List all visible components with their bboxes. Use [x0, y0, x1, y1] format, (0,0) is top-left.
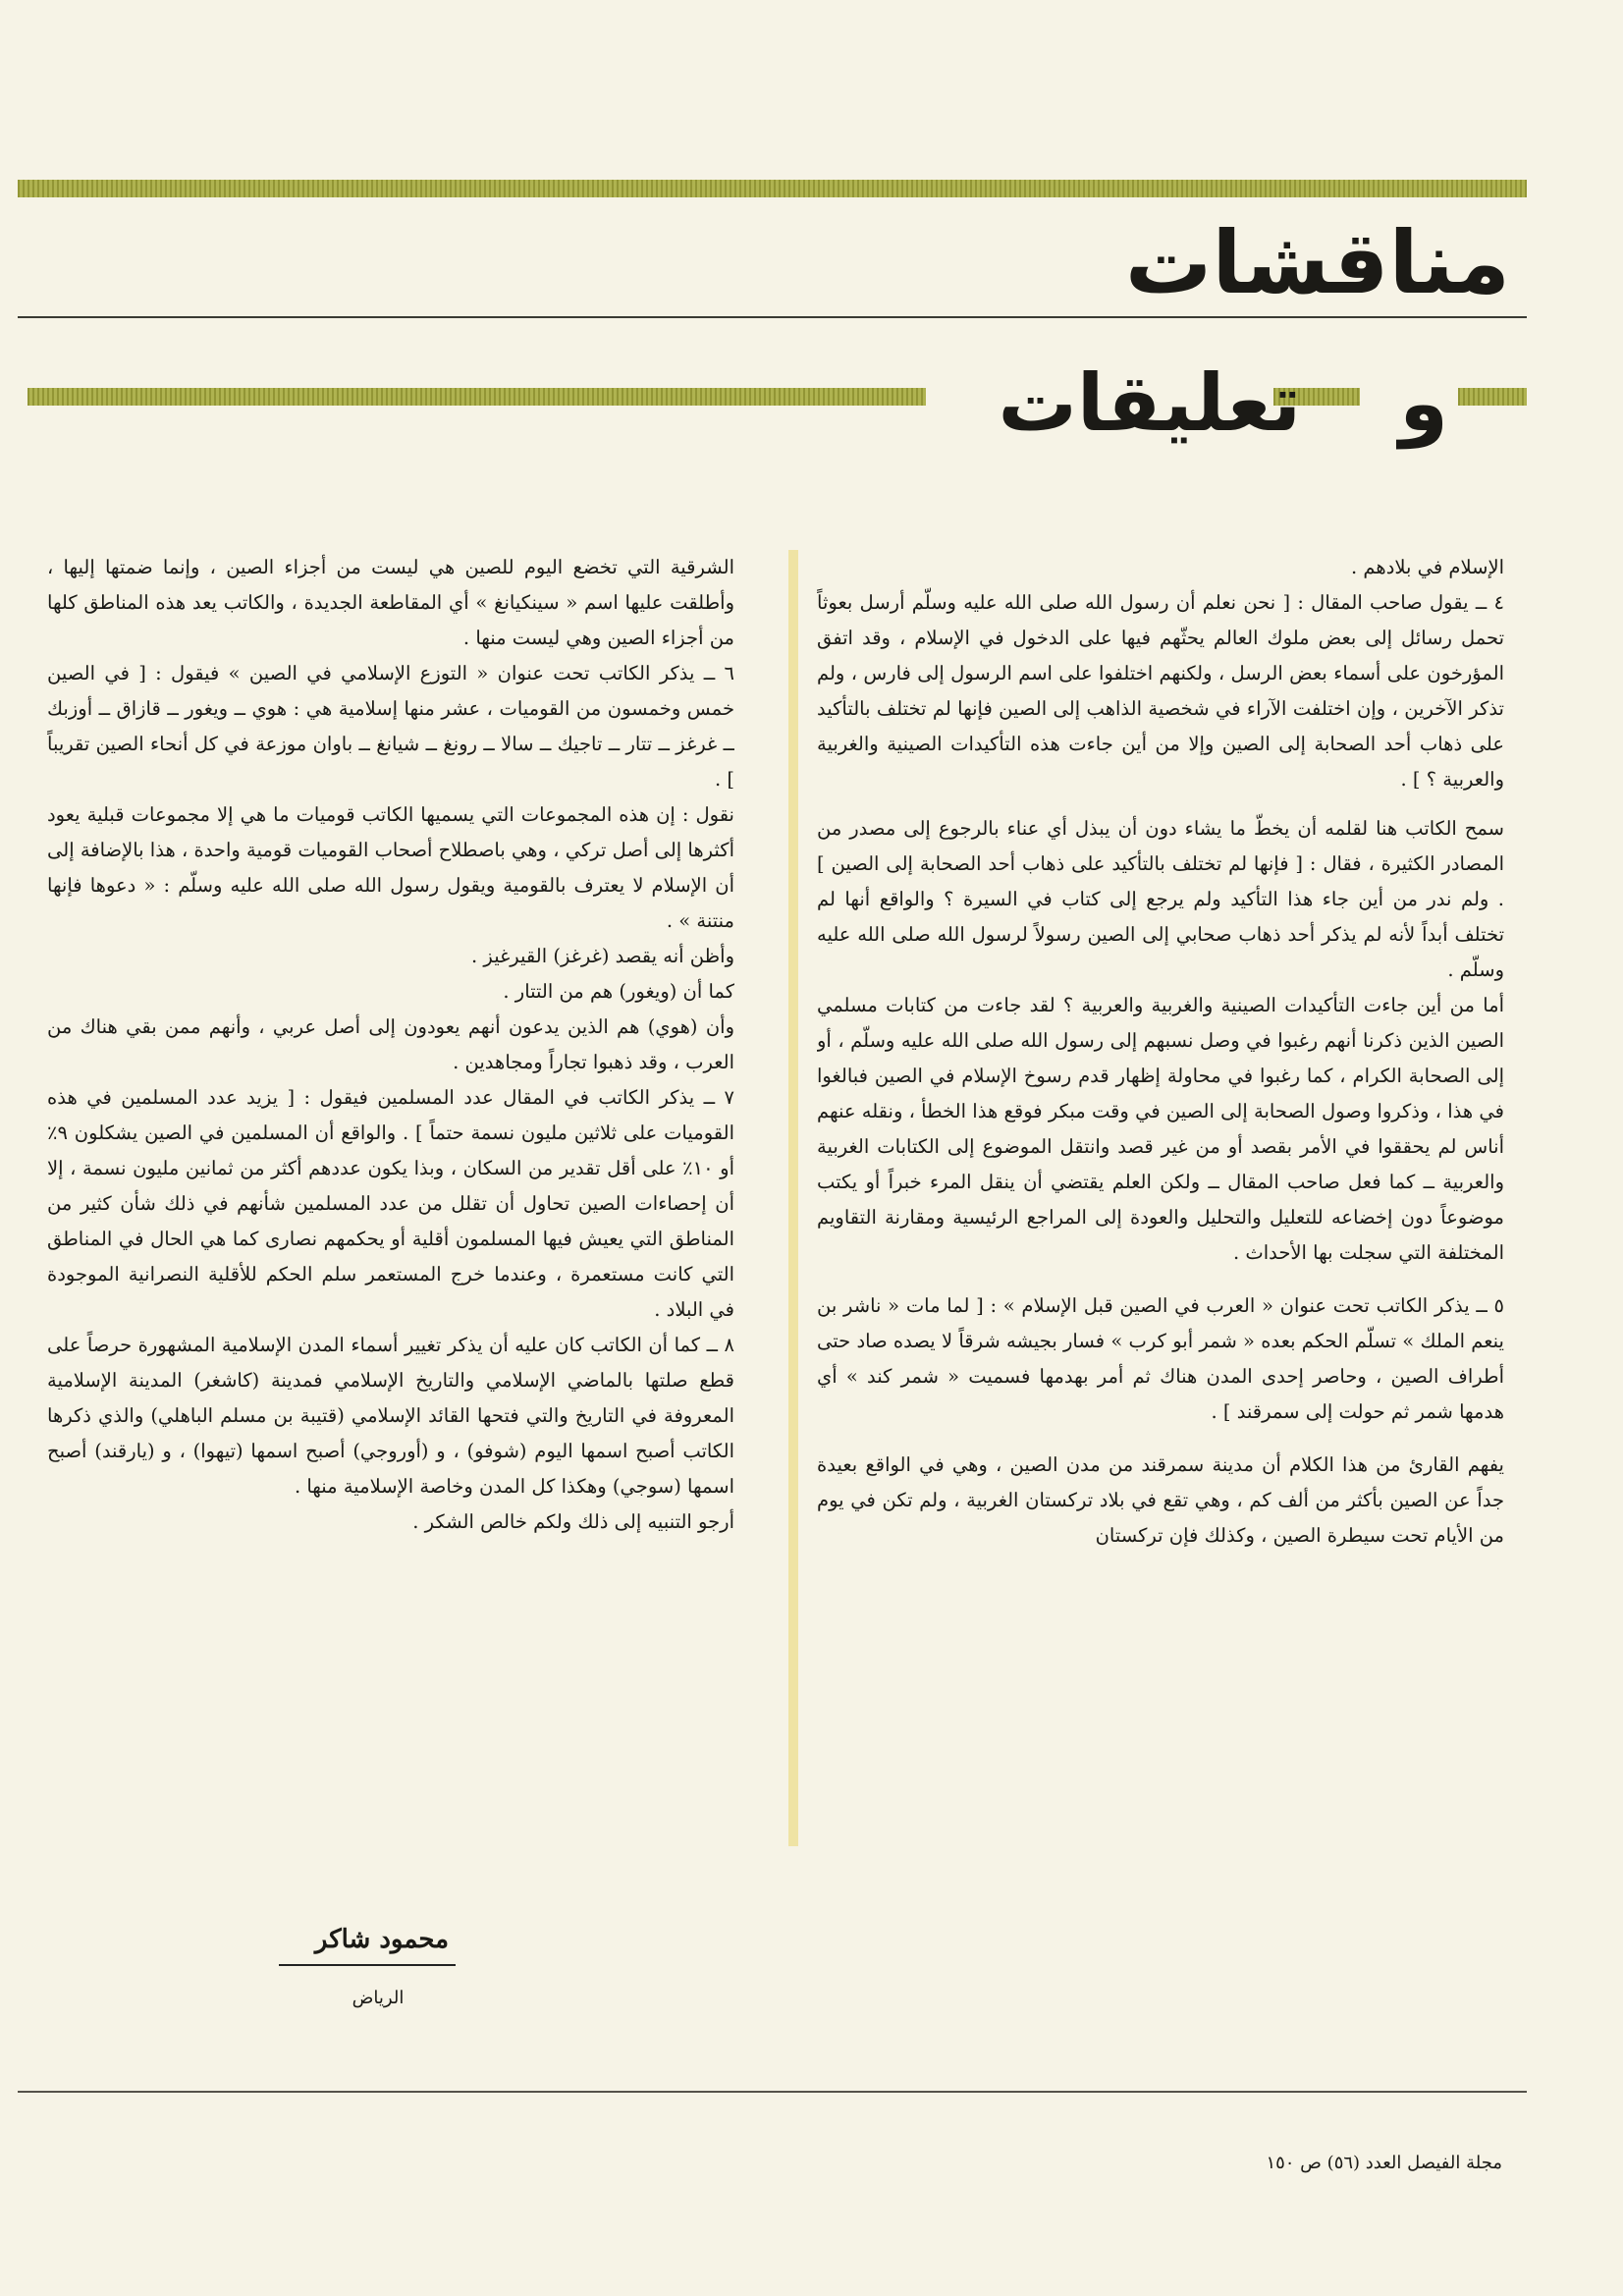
article-column-right — [817, 550, 1504, 1881]
paragraph: ٥ ــ يذكر الكاتب تحت عنوان « العرب في الصين قبل الإسلام » : [ لما مات « ناشر بن ينعم الملك » تسلّم الحكم بعده « شمر أبو كرب » فسار بجيشه شرقاً لا يصده صاد حتى أطراف الصين ، وحاصر إحدى المدن هناك ثم أمر بهدمها فسميت « شمر كند » أي هدمها شمر ثم حولت إلى سمرقند ] . — [817, 1294, 1504, 1423]
paragraph: ٧ ــ يذكر الكاتب في المقال عدد المسلمين فيقول : [ يزيد عدد المسلمين في هذه القوميات على ثلاثين مليون نسمة حتماً ] . والواقع أن المسلمين في الصين يشكلون ٩٪ أو ١٠٪ على أقل تقدير من السكان ، وبذا يكون عددهم أكثر من ثمانين مليون نسمة ، إلا أن إحصاءات الصين تحاول أن تقلل من عدد المسلمين شأنهم في ذلك شأن كثير من المناطق التي يعيش فيها المسلمون أقلية أو يحكمهم نصارى كما هي الحال في المناطق التي كانت مستعمرة ، وعندما خرج المستعمر سلم الحكم للأقلية النصرانية الموجودة في البلاد . — [47, 1086, 734, 1321]
paragraph: وأظن أنه يقصد (غرغز) القيرغيز . — [471, 945, 734, 967]
paragraph: سمح الكاتب هنا لقلمه أن يخطّ ما يشاء دون أن يبذل أي عناء بالرجوع إلى مصدر من المصادر الكثيرة ، فقال : [ فإنها لم تختلف بالتأكيد على ذهاب أحد الصحابة إلى الصين ] . ولم ندر من أين جاء هذا التأكيد ولم يرجع إلى كتاب في السيرة ؟ والواقع أنها لم تختلف أبداً لأنه لم يذكر أحد ذهاب صحابي إلى الصين رسولاً لرسول الله صلى الله عليه وسلّم . — [817, 817, 1504, 981]
author-signature: محمود شاكر — [314, 1925, 450, 1954]
paragraph: يفهم القارئ من هذا الكلام أن مدينة سمرقند من مدن الصين ، وهي في الواقع بعيدة جداً عن الصين بأكثر من ألف كم ، وهي تقع في بلاد تركستان الغربية ، ولم تكن في يوم من الأيام تحت سيطرة الصين ، وكذلك فإن تركستان — [817, 1453, 1504, 1547]
top-decorative-band — [18, 180, 1527, 197]
paragraph: الشرقية التي تخضع اليوم للصين هي ليست من أجزاء الصين ، وإنما ضمتها إليها ، وأطلقت عليها اسم « سينكيانغ » أي المقاطعة الجديدة ، والكاتب يعد هذه المناطق كلها من أجزاء الصين وهي ليست منها . — [47, 556, 734, 649]
section-title-conjunction: و — [1399, 357, 1448, 449]
author-location: الرياض — [352, 1988, 405, 2008]
paragraph: أما من أين جاءت التأكيدات الصينية والغربية والعربية ؟ لقد جاءت من كتابات مسلمي الصين الذين ذكرنا أنهم رغبوا في وصل نسبهم إلى رسول الله صلى الله عليه وسلّم ، أو إلى الصحابة الكرام ، كما رغبوا في محاولة إظهار قدم رسوخ الإسلام في الصين فبالغوا في هذا ، وذكروا وصول الصحابة إلى الصين في وقت مبكر فوقع هذا الخطأ ، ونقله عنهم أناس لم يحققوا في الأمر بقصد أو من غير قصد وانتقل الموضوع إلى الكتابات الغربية والعربية ــ كما فعل صاحب المقال ــ ولكن العلم يقتضي أن ينقل المرء خبراً أو يكتب موضوعاً دون إخضاعه للتعليل والتحليل والعودة إلى المراجع الرئيسية ومقارنة التقاويم المختلفة التي سجلت بها الأحداث . — [817, 994, 1504, 1264]
paragraph: أرجو التنبيه إلى ذلك ولكم خالص الشكر . — [412, 1510, 734, 1533]
lower-band-right — [1458, 388, 1527, 406]
paragraph: الإسلام في بلادهم . — [1351, 556, 1504, 578]
paragraph: ٦ ــ يذكر الكاتب تحت عنوان « التوزع الإسلامي في الصين » فيقول : [ في الصين خمس وخمسون من القوميات ، عشر منها إسلامية هي : هوي ــ ويغور ــ قازاق ــ أوزبك ــ غرغز ــ تتار ــ تاجيك ــ سالا ــ رونغ ــ شيانغ ــ باوان موزعة في كل أنحاء الصين تقريباً ] . — [47, 662, 734, 791]
signature-underline — [279, 1964, 456, 1966]
lower-band-left — [27, 388, 926, 406]
paragraph: ٨ ــ كما أن الكاتب كان عليه أن يذكر تغيير أسماء المدن الإسلامية المشهورة حرصاً على قطع صلتها بالماضي الإسلامي والتاريخ الإسلامي فمدينة (كاشغر) المدينة الإسلامية المعروفة في التاريخ والتي فتحها القائد الإسلامي (قتيبة بن مسلم الباهلي) والذي ذكرها الكاتب أصبح اسمها اليوم (شوفو) ، و (أوروجي) أصبح اسمها (تيهوا) ، و (يارقند) أصبح اسمها (سوجي) وهكذا كل المدن وخاصة الإسلامية منها . — [47, 1334, 734, 1498]
footer-rule — [18, 2091, 1527, 2093]
header-rule — [18, 316, 1527, 318]
column-divider — [788, 550, 798, 1846]
paragraph: كما أن (ويغور) هم من التتار . — [503, 980, 734, 1003]
paragraph: وأن (هوي) هم الذين يدعون أنهم يعودون إلى أصل عربي ، وأنهم ممن بقي هناك من العرب ، وقد ذهبوا تجاراً ومجاهدين . — [47, 1015, 734, 1073]
page-footer: مجلة الفيصل العدد (٥٦) ص ١٥٠ — [1266, 2153, 1502, 2173]
paragraph: ٤ ــ يقول صاحب المقال : [ نحن نعلم أن رسول الله صلى الله عليه وسلّم أرسل بعوثاً تحمل رسائل إلى بعض ملوك العالم يحثّهم فيها على الدخول في الإسلام ، وقد اتفق المؤرخون على أسماء بعض الرسل ، ولكنهم اختلفوا على اسم الرسول إلى فارس ، ولم تذكر الآخرين ، وإن اختلفت الآراء في شخصية الذاهب إلى الصين فإنها لم تختلف بالتأكيد على ذهاب أحد الصحابة إلى الصين وإلا من أين جاءت هذه التأكيدات الصينية والغربية والعربية ؟ ] . — [817, 591, 1504, 791]
section-title-discussions: مناقشات — [1124, 212, 1510, 313]
section-title-comments: تعليقات — [998, 357, 1301, 449]
paragraph: نقول : إن هذه المجموعات التي يسميها الكاتب قوميات ما هي إلا مجموعات قبلية يعود أكثرها إلى أصل تركي ، وهي باصطلاح أصحاب القوميات قومية واحدة ، هذا بالإضافة إلى أن الإسلام لا يعترف بالقومية ويقول رسول الله صلى الله عليه وسلّم : « دعوها فإنها منتنة » . — [47, 803, 734, 932]
article-column-left — [47, 550, 734, 1846]
